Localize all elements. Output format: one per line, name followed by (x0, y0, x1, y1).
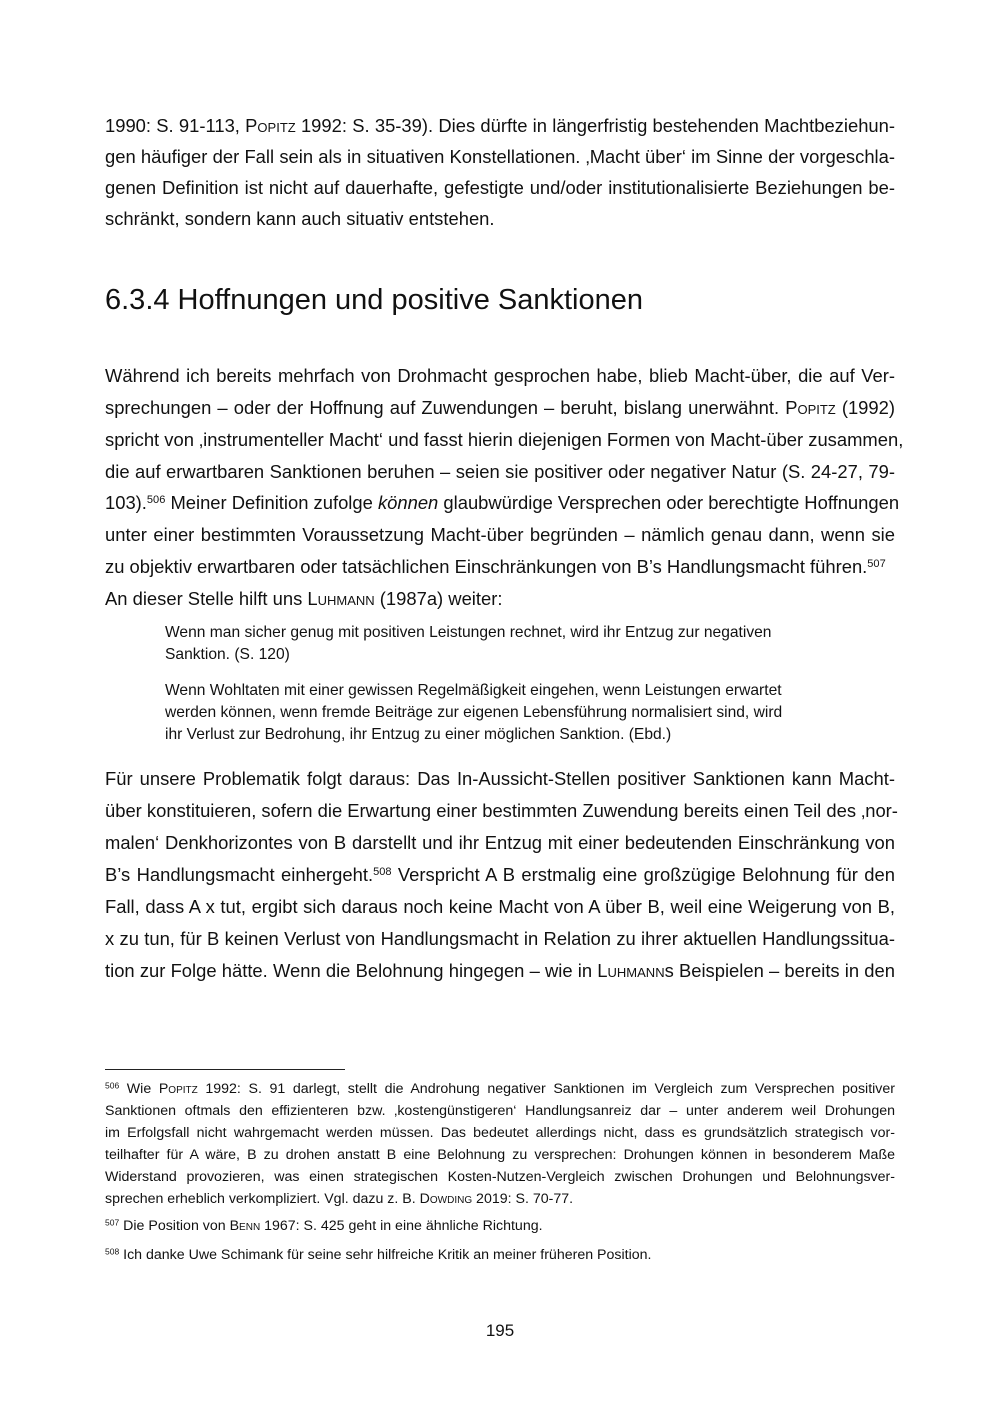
section-heading: 6.3.4 Hoffnungen und positive Sanktionen (105, 284, 643, 316)
emphasis: können (377, 492, 439, 513)
footnote-number: 507 (105, 1217, 120, 1228)
footnote-reference[interactable]: 507 (867, 557, 886, 570)
text-line: tion zur Folge hätte. Wenn die Belohnung hingegen – wie in Luhmanns Beispielen – bereits in den (105, 960, 895, 981)
footnote-text: Ich danke Uwe Schimank für seine sehr hilfreiche Kritik an meiner früheren Position. (119, 1247, 652, 1263)
footnote-line (105, 1080, 895, 1099)
author-name: Luhmann (597, 960, 665, 981)
text-line: gen häufiger der Fall sein als in situativen Konstellationen. ‚Macht über‘ im Sinne der vorgeschla- (105, 146, 895, 167)
quote-line: werden können, wenn fremde Beiträge zur eigenen Lebensführung normalisiert sind, wird (165, 704, 783, 721)
quote-line: ihr Verlust zur Bedrohung, ihr Entzug zu einer möglichen Sanktion. (Ebd.) (165, 726, 672, 743)
text-line: 103).$^{506}$ Meiner Definition zufolge können glaubwürdige Versprechen oder berechtigte Hoffnungen (105, 492, 900, 513)
text-line: die auf erwartbaren Sanktionen beruhen – seien sie positiver oder negativer Natur (S. 24-27, 79- (105, 461, 895, 482)
footnote-text: Die Position von Benn 1967: S. 425 geht in eine ähnliche Richtung. (119, 1218, 543, 1234)
text-line: An dieser Stelle hilft uns Luhmann (1987a) weiter: (105, 588, 503, 609)
author-name: Benn (229, 1218, 261, 1234)
footnote-reference[interactable]: 506 (146, 493, 166, 506)
author-name: Popitz (785, 397, 836, 418)
footnote-number: 508 (105, 1246, 120, 1257)
text-line: Für unsere Problematik folgt daraus: Das In-Aussicht-Stellen positiver Sanktionen kann Macht- (105, 768, 895, 789)
footnote-line: Widerstand provozieren, was einen strategischen Kosten-Nutzen-Vergleich zwischen Drohungen und Belohnungsver- (105, 1169, 895, 1185)
text-line: Während ich bereits mehrfach von Drohmacht gesprochen habe, blieb Macht-über, die auf Ver- (105, 365, 895, 386)
footnote-line: teilhafter für A wäre, B zu drohen anstatt B eine Belohnung zu versprechen: Drohungen können in besonderem Maße (105, 1147, 895, 1163)
text-line: sprechungen – oder der Hoffnung auf Zuwendungen – beruht, bislang unerwähnt. Popitz (1992) (105, 397, 895, 418)
text-line: malen‘ Denkhorizontes von B darstellt und ihr Entzug mit einer bedeutenden Einschränkung von (105, 832, 895, 853)
text-line: x zu tun, für B keinen Verlust von Handlungsmacht in Relation zu ihrer aktuellen Handlungssitua- (105, 928, 895, 949)
text-line: unter einer bestimmten Voraussetzung Macht-über begründen – nämlich genau dann, wenn sie (105, 524, 895, 545)
quote-line: Sanktion. (S. 120) (165, 646, 290, 663)
quote-line: Wenn Wohltaten mit einer gewissen Regelmäßigkeit eingehen, wenn Leistungen erwartet (165, 682, 782, 699)
author-name: Popitz (158, 1081, 198, 1097)
quote-line: Wenn man sicher genug mit positiven Leistungen rechnet, wird ihr Entzug zur negativen (165, 624, 772, 641)
author-name: Luhmann (307, 588, 375, 609)
text-line: schränkt, sondern kann auch situativ entstehen. (105, 208, 495, 229)
author-name: Popitz (245, 115, 296, 136)
text-line: 1990: S. 91-113, Popitz 1992: S. 35-39). Dies dürfte in längerfristig bestehenden Machtbeziehun- (105, 115, 896, 136)
footnote-line: sprechen erheblich verkompliziert. Vgl. dazu z. B. Dowding 2019: S. 70-77. (105, 1191, 574, 1207)
footnote-reference[interactable]: 508 (373, 865, 392, 878)
author-name: Dowding (419, 1191, 473, 1207)
text-line: Fall, dass A x tut, ergibt sich daraus noch keine Macht von A über B, weil eine Weigerung von B, (105, 896, 895, 917)
footnote-number: 506 (105, 1080, 120, 1091)
text-line: B’s Handlungsmacht einhergeht.$^{508}$ Verspricht A B erstmalig eine großzügige Belohnung für den (105, 864, 895, 885)
text-line: genen Definition ist nicht auf dauerhafte, gefestigte und/oder institutionalisierte Beziehungen be- (105, 177, 895, 198)
footnote-text: Wie Popitz 1992: S. 91 darlegt, stellt die Androhung negativer Sanktionen im Vergleich zum Versprechen positiver (119, 1081, 895, 1097)
text-line: über konstituieren, sofern die Erwartung einer bestimmten Zuwendung bereits einen Teil des ‚nor- (105, 800, 898, 821)
footnote-line (105, 1217, 543, 1236)
footnote-line: Sanktionen oftmals den effizienteren bzw. ‚kostengünstigeren‘ Handlungsanreiz dar – unter anderem weil Drohungen (105, 1103, 895, 1119)
text-line: zu objektiv erwartbaren oder tatsächlichen Einschränkungen von B’s Handlungsmacht führen.$^{507}$ (105, 556, 886, 577)
footnote-line (105, 1246, 651, 1265)
page-number: 195 (485, 1321, 515, 1340)
text-line: spricht von ‚instrumenteller Macht‘ und fasst hierin diejenigen Formen von Macht-über zusammen, (105, 429, 904, 450)
footnote-separator (105, 1069, 345, 1070)
footnote-line: im Erfolgsfall nicht wahrgemacht werden müssen. Das bedeutet allerdings nicht, dass es grundsätzlich strategisch vor- (105, 1125, 895, 1141)
